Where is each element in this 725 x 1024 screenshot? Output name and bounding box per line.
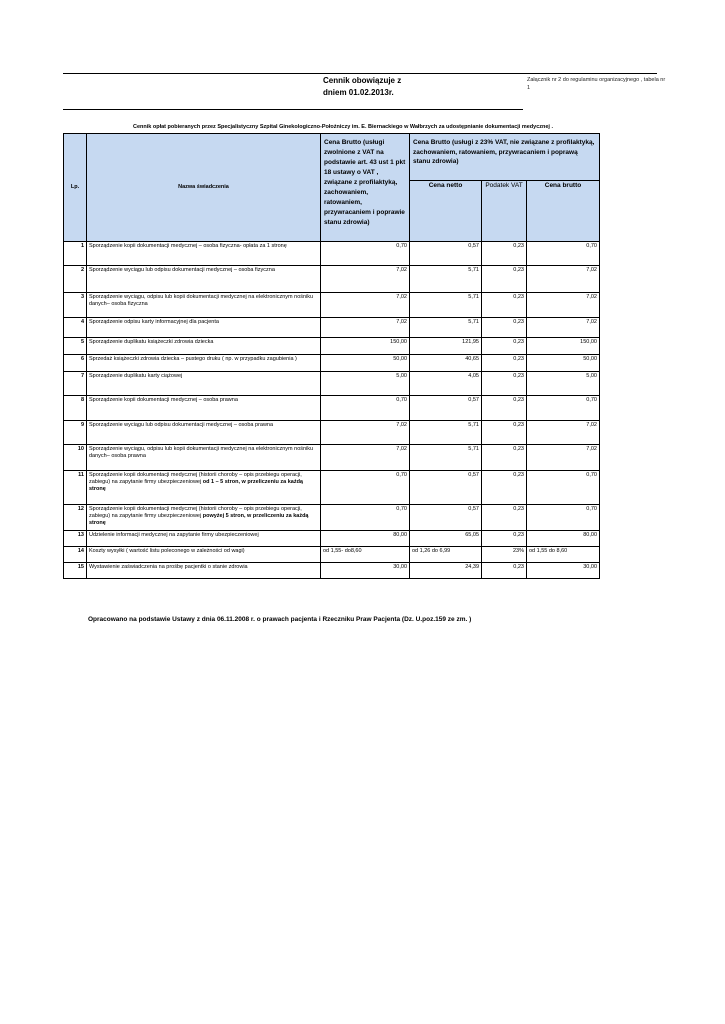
row-price-gross: 7,02 xyxy=(527,421,600,445)
row-name-text: Sporządzenie odpisu karty informacyjnej dla pacjenta xyxy=(89,319,219,325)
row-price-gross: 50,00 xyxy=(527,355,600,372)
row-price-gross: 0,70 xyxy=(527,396,600,421)
price-table xyxy=(63,133,600,579)
header-net: Cena netto xyxy=(410,181,482,242)
row-price-exempt: 50,00 xyxy=(321,355,410,372)
row-lp: 4 xyxy=(64,318,87,338)
row-price-exempt: 80,00 xyxy=(321,531,410,547)
row-name xyxy=(87,355,321,372)
row-name-text: Sporządzenie kopii dokumentacji medycznej – osoba fizyczna- opłata za 1 stronę xyxy=(89,243,287,249)
row-vat: 23% xyxy=(482,547,527,563)
row-price-gross: 80,00 xyxy=(527,531,600,547)
row-lp: 3 xyxy=(64,293,87,318)
row-price-exempt: 7,02 xyxy=(321,293,410,318)
row-price-exempt: 0,70 xyxy=(321,471,410,505)
row-lp: 1 xyxy=(64,242,87,266)
row-name xyxy=(87,396,321,421)
row-name-text: Sporządzenie wyciągu lub odpisu dokumentacji medycznej – osoba fizyczna xyxy=(89,267,275,273)
row-name-text: Sprzedaż książeczki zdrowia dziecka – pustego druku ( np. w przypadku zagubienia ) xyxy=(89,356,297,362)
row-vat: 0,23 xyxy=(482,531,527,547)
table-caption: Cennik opłat pobieranych przez Specjalistyczny Szpital Ginekologiczno-Położniczy im. E. Biernackiego w Wałbrzych za udostępnianie dokumentacji medycznej . xyxy=(132,124,554,130)
row-name-text: Sporządzenie wyciągu lub odpisu dokumentacji medycznej – osoba prawna xyxy=(89,422,274,428)
row-lp: 9 xyxy=(64,421,87,445)
header-vat23-group: Cena Brutto (usługi z 23% VAT, nie związane z profilaktyką, zachowaniem, ratowaniem, przywracaniem i poprawą stanu zdrowia) xyxy=(410,134,600,181)
row-price-net: 24,39 xyxy=(410,563,482,579)
row-price-net: 5,71 xyxy=(410,421,482,445)
row-lp: 5 xyxy=(64,338,87,355)
row-lp: 15 xyxy=(64,563,87,579)
row-name-text: Sporządzenie wyciągu, odpisu lub kopii dokumentacji medycznej na elektronicznym nośniku danych– osoba fizyczna xyxy=(89,294,314,307)
row-price-exempt: 7,02 xyxy=(321,421,410,445)
table-row xyxy=(64,563,600,579)
row-name xyxy=(87,293,321,318)
row-name xyxy=(87,547,321,563)
row-name-text: Udzielenie informacji medycznej na zapytanie firmy ubezpieczeniowej xyxy=(89,532,259,538)
row-lp: 8 xyxy=(64,396,87,421)
table-row xyxy=(64,471,600,505)
row-vat: 0,23 xyxy=(482,338,527,355)
row-price-net: 40,65 xyxy=(410,355,482,372)
header-tax: Podatek VAT xyxy=(482,181,527,242)
row-vat: 0,23 xyxy=(482,505,527,531)
table-body xyxy=(64,242,600,579)
table-row xyxy=(64,505,600,531)
row-name xyxy=(87,421,321,445)
row-vat: 0,23 xyxy=(482,242,527,266)
row-price-net: 0,57 xyxy=(410,396,482,421)
row-price-gross: 0,70 xyxy=(527,471,600,505)
row-price-exempt: 5,00 xyxy=(321,372,410,396)
title-line-2: dniem 01.02.2013r. xyxy=(323,88,394,97)
table-row xyxy=(64,242,600,266)
row-name-text: Sporządzenie kopii dokumentacji medycznej (historii choroby – opis przebiegu operacji, zabiegu) na zapytanie firmy ubezpieczeniowej xyxy=(89,472,302,485)
row-price-exempt: 7,02 xyxy=(321,445,410,471)
row-vat: 0,23 xyxy=(482,563,527,579)
footer-note: Opracowano na podstawie Ustawy z dnia 06.11.2008 r. o prawach pacjenta i Rzeczniku Praw Pacjenta (Dz. U.poz.159 ze zm. ) xyxy=(88,616,472,623)
table-row xyxy=(64,355,600,372)
row-price-net: 65,05 xyxy=(410,531,482,547)
row-vat: 0,23 xyxy=(482,445,527,471)
row-name xyxy=(87,531,321,547)
table-row xyxy=(64,318,600,338)
page-title xyxy=(323,75,443,99)
table-row xyxy=(64,338,600,355)
row-price-exempt: 150,00 xyxy=(321,338,410,355)
row-lp: 2 xyxy=(64,266,87,293)
row-price-gross: 7,02 xyxy=(527,266,600,293)
row-price-net: 0,57 xyxy=(410,471,482,505)
row-vat: 0,23 xyxy=(482,355,527,372)
row-name-text: Sporządzenie wyciągu, odpisu lub kopii dokumentacji medycznej na elektronicznym nośniku danych– osoba prawna xyxy=(89,446,314,459)
row-name xyxy=(87,505,321,531)
table-row xyxy=(64,445,600,471)
title-line-1: Cennik obowiązuje z xyxy=(323,76,402,85)
row-lp: 6 xyxy=(64,355,87,372)
row-name-text: Sporządzenie kopii dokumentacji medycznej (historii choroby – opis przebiegu operacji, zabiegu) na zapytanie firmy ubezpieczeniowej xyxy=(89,506,302,519)
row-price-net: 4,05 xyxy=(410,372,482,396)
row-name xyxy=(87,445,321,471)
row-lp: 7 xyxy=(64,372,87,396)
table-row xyxy=(64,293,600,318)
row-price-exempt: 0,70 xyxy=(321,242,410,266)
header-vat-exempt: Cena Brutto (usługi zwolnione z VAT na podstawie art. 43 ust 1 pkt 18 ustawy o VAT , związane z profilaktyką, zachowaniem, ratowaniem, przywracaniem i poprawie stanu zdrowia) xyxy=(321,134,410,242)
row-lp: 10 xyxy=(64,445,87,471)
row-name xyxy=(87,338,321,355)
header-name: Nazwa świadczenia xyxy=(87,134,321,242)
row-vat: 0,23 xyxy=(482,318,527,338)
row-price-exempt: 0,70 xyxy=(321,396,410,421)
row-name xyxy=(87,471,321,505)
row-name xyxy=(87,372,321,396)
header-gross: Cena brutto xyxy=(527,181,600,242)
row-price-net: 0,57 xyxy=(410,505,482,531)
row-lp: 13 xyxy=(64,531,87,547)
row-price-gross: 5,00 xyxy=(527,372,600,396)
row-price-net: 5,71 xyxy=(410,266,482,293)
table-row xyxy=(64,266,600,293)
row-price-exempt: 0,70 xyxy=(321,505,410,531)
row-price-gross: 30,00 xyxy=(527,563,600,579)
row-price-net: 5,71 xyxy=(410,318,482,338)
row-price-net: 5,71 xyxy=(410,445,482,471)
row-price-exempt: 30,00 xyxy=(321,563,410,579)
row-price-net: 121,95 xyxy=(410,338,482,355)
row-name-text: Sporządzenie kopii dokumentacji medycznej – osoba prawna xyxy=(89,397,238,403)
row-vat: 0,23 xyxy=(482,372,527,396)
row-price-net: 0,57 xyxy=(410,242,482,266)
row-name xyxy=(87,318,321,338)
row-vat: 0,23 xyxy=(482,266,527,293)
title-underline xyxy=(63,109,523,110)
row-price-gross: od 1,55 do 8,60 xyxy=(527,547,600,563)
top-rule xyxy=(63,73,657,74)
table-row xyxy=(64,421,600,445)
row-name xyxy=(87,266,321,293)
row-price-gross: 7,02 xyxy=(527,293,600,318)
row-vat: 0,23 xyxy=(482,396,527,421)
row-lp: 14 xyxy=(64,547,87,563)
row-name xyxy=(87,242,321,266)
row-price-gross: 150,00 xyxy=(527,338,600,355)
row-vat: 0,23 xyxy=(482,293,527,318)
row-lp: 11 xyxy=(64,471,87,505)
row-name xyxy=(87,563,321,579)
table-row xyxy=(64,531,600,547)
row-price-gross: 0,70 xyxy=(527,505,600,531)
header-row-1 xyxy=(64,134,600,181)
row-price-net: od 1,26 do 6,99 xyxy=(410,547,482,563)
row-name-emphasis: od 1 – 5 stron, w przeliczeniu za każdą stronę xyxy=(89,479,303,492)
row-price-exempt: od 1,55- do8,60 xyxy=(321,547,410,563)
row-price-gross: 7,02 xyxy=(527,445,600,471)
row-name-text: Sporządzenie duplikatu karty ciążowej xyxy=(89,373,183,379)
table-row xyxy=(64,372,600,396)
row-vat: 0,23 xyxy=(482,421,527,445)
row-price-exempt: 7,02 xyxy=(321,318,410,338)
row-price-gross: 7,02 xyxy=(527,318,600,338)
row-name-text: Wystawienie zaświadczenia na prośbę pacjentki o stanie zdrowia xyxy=(89,564,248,570)
row-price-exempt: 7,02 xyxy=(321,266,410,293)
table-row xyxy=(64,396,600,421)
row-price-net: 5,71 xyxy=(410,293,482,318)
row-name-text: Koszty wysyłki ( wartość listu poleconego w zależności od wagi) xyxy=(89,548,245,554)
row-name-emphasis: powyżej 5 stron, w przeliczeniu za każdą stronę xyxy=(89,513,309,526)
row-price-gross: 0,70 xyxy=(527,242,600,266)
row-lp: 12 xyxy=(64,505,87,531)
header-lp: Lp. xyxy=(64,134,87,242)
row-vat: 0,23 xyxy=(482,471,527,505)
table-row xyxy=(64,547,600,563)
annex-note: Załącznik nr 2 do regulaminu organizacyjnego , tabela nr 1 xyxy=(527,77,666,91)
row-name-text: Sporządzenie duplikatu książeczki zdrowia dziecka xyxy=(89,339,214,345)
